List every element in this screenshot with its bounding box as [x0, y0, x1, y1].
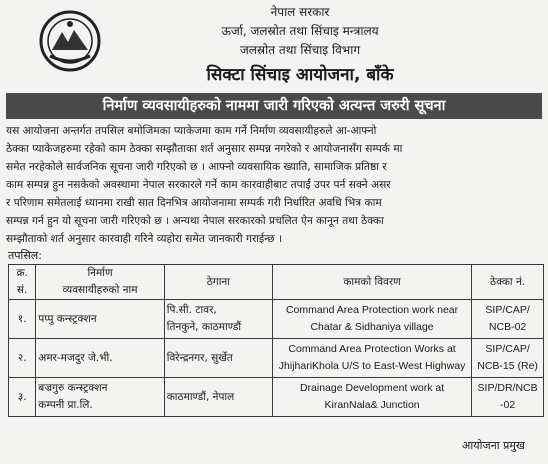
project-name: सिक्टा सिंचाइ आयोजना, बाँके: [206, 65, 394, 85]
signatory-title: आयोजना प्रमुख: [462, 439, 525, 452]
details-label: तपसिल:: [8, 249, 42, 262]
notice-body: [6, 122, 546, 248]
header-serial: क्र. सं.: [9, 265, 36, 300]
row-contractor-name: अमर-मजदुर जे.भी.: [36, 339, 164, 378]
row-address: विरेन्द्रनगर, सुर्खेत: [164, 339, 272, 378]
row-work-description: Drainage Development work at KiranNala& Junction: [272, 378, 471, 417]
table-row: [9, 300, 544, 339]
notice-header: [0, 0, 548, 92]
row-contractor-name: बज्रगुरु कन्स्ट्रक्शन कम्पनी प्रा.लि.: [36, 378, 164, 417]
row-work-description: Command Area Protection Works at JhijhariKhola U/S to East-West Highway: [272, 339, 471, 378]
header-contract-number: ठेक्का नं.: [472, 265, 544, 300]
header-work-description: कामको विवरण: [272, 265, 471, 300]
department-name: जलस्रोत तथा सिंचाइ विभाग: [239, 43, 361, 57]
row-address: पि.सी. टावर, तिनकुने, काठमाण्डौं: [164, 300, 272, 339]
notice-title-banner: निर्माण व्यवसायीहरुको नाममा जारी गरिएको अत्यन्त जरुरी सूचना: [6, 93, 542, 119]
header-contractor-name: निर्माण व्यवसायीहरुको नाम: [36, 265, 164, 300]
body-line: र परिणाम समेतलाई ध्यानमा राखी सात दिनभित्र आयोजनामा सम्पर्क गरी निर्धारित अवधि भित्र काम: [6, 197, 382, 209]
nepal-government-emblem-icon: [38, 10, 102, 72]
row-serial: ३.: [9, 378, 36, 417]
body-line: सम्झौताको शर्त अनुसार कारवाही गरिने व्यहोरा समेत जानकारी गराईन्छ ।: [6, 233, 283, 245]
row-address: काठमाण्डौं, नेपाल: [164, 378, 272, 417]
body-line: समेत नरहेकोले सार्वजनिक सूचना जारी गरिएको छ । आफ्नो व्यवसायिक ख्याति, सामाजिक प्रतिष्ठा र: [6, 161, 387, 173]
row-contract-number: SIP/DR/NCB -02: [472, 378, 544, 417]
contractor-table: [8, 264, 544, 417]
row-serial: १.: [9, 300, 36, 339]
table-row: [9, 378, 544, 417]
government-name: नेपाल सरकार: [270, 5, 330, 19]
body-line: ठेक्का प्याकेजहरुमा रहेको काम ठेक्का सम्झौताका शर्त अनुसार सम्पन्न नगरेको र आयोजनासँग सम्पर्क मा: [6, 143, 403, 155]
header-address: ठेगाना: [164, 265, 272, 300]
body-line: यस आयोजना अन्तर्गत तपसिल बमोजिमका प्याकेजमा काम गर्ने निर्माण व्यवसायीहरुले आ-आफ्नो: [6, 125, 377, 137]
row-work-description: Command Area Protection work near Chatar & Sidhaniya village: [272, 300, 471, 339]
body-line: काम सम्पन्न हुन नसकेको अवस्थामा नेपाल सरकारले गर्ने काम कारवाहीबाट तपाईं उपर पर्न सक्ने असर: [6, 179, 391, 191]
row-contractor-name: पप्पु कन्स्ट्रक्शन: [36, 300, 164, 339]
body-line: सम्पन्न गर्न हुन यो सूचना जारी गरिएको छ । अन्यथा नेपाल सरकारको प्रचलित ऐन कानून तथा ठेक्का: [6, 215, 384, 227]
table-row: [9, 339, 544, 378]
table-header-row: [9, 265, 544, 300]
row-serial: २.: [9, 339, 36, 378]
ministry-name: ऊर्जा, जलस्रोत तथा सिंचाइ मन्त्रालय: [221, 24, 379, 38]
row-contract-number: SIP/CAP/ NCB-02: [472, 300, 544, 339]
row-contract-number: SIP/CAP/ NCB-15 (Re): [472, 339, 544, 378]
